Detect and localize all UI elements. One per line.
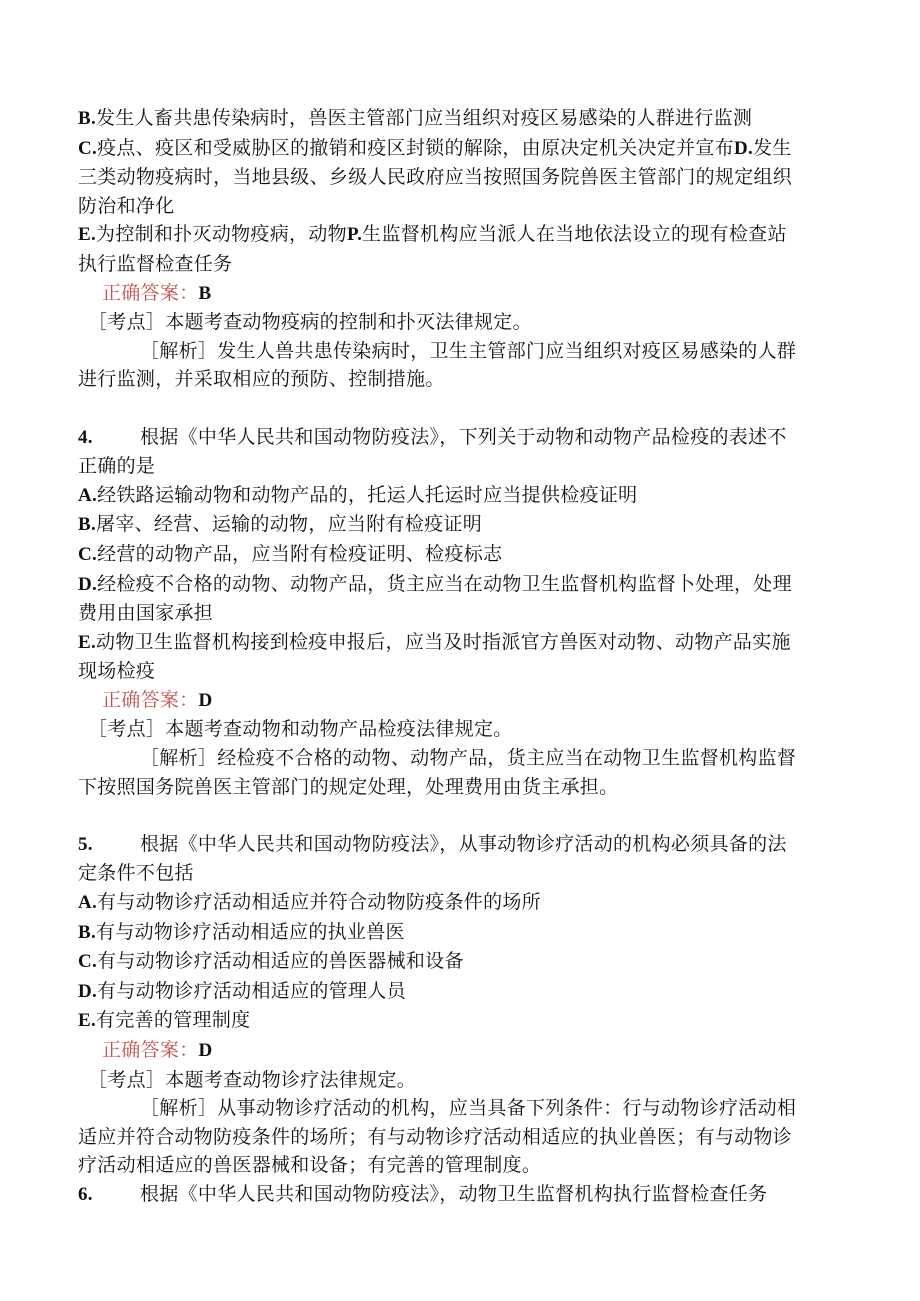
q4-option-a xyxy=(78,481,830,511)
q5-option-e xyxy=(78,1006,830,1036)
q5-option-a xyxy=(78,888,830,918)
q3-answer xyxy=(78,279,830,309)
q3-option-c xyxy=(78,134,830,164)
option-letter: A. xyxy=(78,892,98,914)
document-page xyxy=(78,104,830,1210)
q5-jiexi-line3: 疗活动相适应的兽医器械和设备；有完善的管理制度。 xyxy=(78,1154,542,1177)
option-text: 有与动物诊疗活动相适应的兽医器械和设备 xyxy=(97,950,464,973)
option-text: 疫点、疫区和受威胁区的撤销和疫区封锁的解除，由原决定机关决定并宣布 xyxy=(97,136,734,159)
option-text: 经检疫不合格的动物、动物产品，货主应当在动物卫生监督机构监督卜处理，处理 xyxy=(97,572,792,595)
option-text: 有与动物诊疗活动相适应的执业兽医 xyxy=(96,920,405,943)
option-letter: C. xyxy=(78,951,98,973)
option-text: 为控制和扑灭动物疫病，动物 xyxy=(96,223,347,246)
q5-option-d xyxy=(78,977,830,1007)
option-text: 生监督机构应当派人在当地依法设立的现有检查站 xyxy=(362,223,787,246)
q4-option-d xyxy=(78,570,830,600)
option-text: 有完善的管理制度 xyxy=(96,1009,251,1032)
q4-kaodian: ［考点］本题考查动物和动物产品检疫法律规定。 xyxy=(88,718,513,741)
q4-option-b xyxy=(78,510,830,540)
option-text: 有与动物诊疗活动相适应的管理人员 xyxy=(97,979,406,1002)
option-letter: D. xyxy=(78,573,98,595)
question-number: 4. xyxy=(78,426,93,448)
option-text: 发生人畜共患传染病时，兽医主管部门应当组织对疫区易感染的人群进行监测 xyxy=(96,107,753,129)
spacer xyxy=(78,394,830,423)
q3-option-e xyxy=(78,220,830,250)
option-letter: D. xyxy=(733,137,754,159)
q3-option-d-line3 xyxy=(78,192,830,221)
option-letter: A. xyxy=(78,484,98,506)
q4-stem-line2: 正确的是 xyxy=(78,455,156,478)
option-text-p: P. xyxy=(346,224,363,246)
option-text: 有与动物诊疗活动相适应并符合动物防疫条件的场所 xyxy=(97,891,541,914)
q5-stem-line2: 定条件不包括 xyxy=(78,862,194,885)
option-text: 经铁路运输动物和动物产品的，托运人托运时应当提供检疫证明 xyxy=(97,483,638,506)
option-letter: B. xyxy=(78,921,97,943)
answer-value: D xyxy=(198,1040,213,1061)
option-text: 经营的动物产品，应当附有检疫证明、检疫标志 xyxy=(97,542,503,565)
answer-value: D xyxy=(198,689,213,711)
option-letter: C. xyxy=(78,137,98,159)
q5-kaodian: ［考点］本题考查动物诊疗法律规定。 xyxy=(88,1068,417,1091)
q4-option-c xyxy=(78,540,830,570)
answer-label: 正确答案： xyxy=(102,1039,199,1061)
option-letter: B. xyxy=(78,108,97,129)
q3-option-d-line2 xyxy=(78,163,830,192)
q4-option-d-line2: 费用由国家承担 xyxy=(78,602,214,625)
option-text: 屠宰、经营、运输的动物，应当附有检疫证明 xyxy=(96,513,483,536)
q4-option-e-line2: 现场检疫 xyxy=(78,660,156,683)
q3-option-b xyxy=(78,104,830,134)
q4-stem xyxy=(78,423,830,453)
option-text: 执行监督检查任务 xyxy=(78,252,233,275)
q3-jiexi-line1: ［解析］发生人兽共患传染病时，卫生主管部门应当组织对疫区易感染的人群 xyxy=(140,339,797,362)
question-stem: 根据《中华人民共和国动物防疫法》，动物卫生监督机构执行监督检查任务 xyxy=(140,1182,768,1205)
option-text: 发生 xyxy=(753,136,792,159)
option-letter: C. xyxy=(78,543,98,565)
q5-answer xyxy=(78,1036,830,1066)
option-letter: E. xyxy=(78,631,97,653)
q3-kaodian: ［考点］本题考查动物疫病的控制和扑灭法律规定。 xyxy=(88,311,532,334)
spacer xyxy=(78,801,830,830)
option-text: 防治和净化 xyxy=(78,194,175,217)
q5-option-c xyxy=(78,947,830,977)
q4-option-e xyxy=(78,628,830,658)
option-text: 三类动物疫病时，当地县级、乡级人民政府应当按照国务院兽医主管部门的规定组织 xyxy=(78,166,793,189)
answer-label: 正确答案： xyxy=(102,281,199,304)
answer-value: B xyxy=(198,282,212,304)
q5-jiexi-line2: 适应并符合动物防疫条件的场所；有与动物诊疗活动相适应的执业兽医；有与动物诊 xyxy=(78,1125,793,1148)
q5-jiexi-line1: ［解析］从事动物诊疗活动的机构，应当具备下列条件：行与动物诊疗活动相 xyxy=(140,1097,797,1120)
question-number: 5. xyxy=(78,833,93,855)
option-letter: D. xyxy=(78,980,98,1002)
q6-stem xyxy=(78,1180,830,1210)
question-stem: 根据《中华人民共和国动物防疫法》，下列关于动物和动物产品检疫的表述不 xyxy=(140,425,787,448)
option-letter: E. xyxy=(78,224,97,246)
q4-answer xyxy=(78,686,830,716)
q5-stem xyxy=(78,830,830,860)
q4-jiexi-line2: 下按照国务院兽医主管部门的规定处理，处理费用由货主承担。 xyxy=(78,775,619,798)
answer-label: 正确答案： xyxy=(102,688,199,711)
q3-jiexi-line2: 进行监测，并采取相应的预防、控制措施。 xyxy=(78,368,445,391)
q3-option-e-line2 xyxy=(78,250,830,279)
q4-jiexi-line1: ［解析］经检疫不合格的动物、动物产品，货主应当在动物卫生监督机构监督 xyxy=(140,747,797,770)
option-letter: B. xyxy=(78,514,97,536)
q5-option-b xyxy=(78,918,830,948)
option-text: 动物卫生监督机构接到检疫申报后，应当及时指派官方兽医对动物、动物产品实施 xyxy=(96,630,791,653)
question-number: 6. xyxy=(78,1183,93,1205)
question-stem: 根据《中华人民共和国动物防疫法》，从事动物诊疗活动的机构必须具备的法 xyxy=(140,832,787,855)
option-letter: E. xyxy=(78,1010,97,1032)
